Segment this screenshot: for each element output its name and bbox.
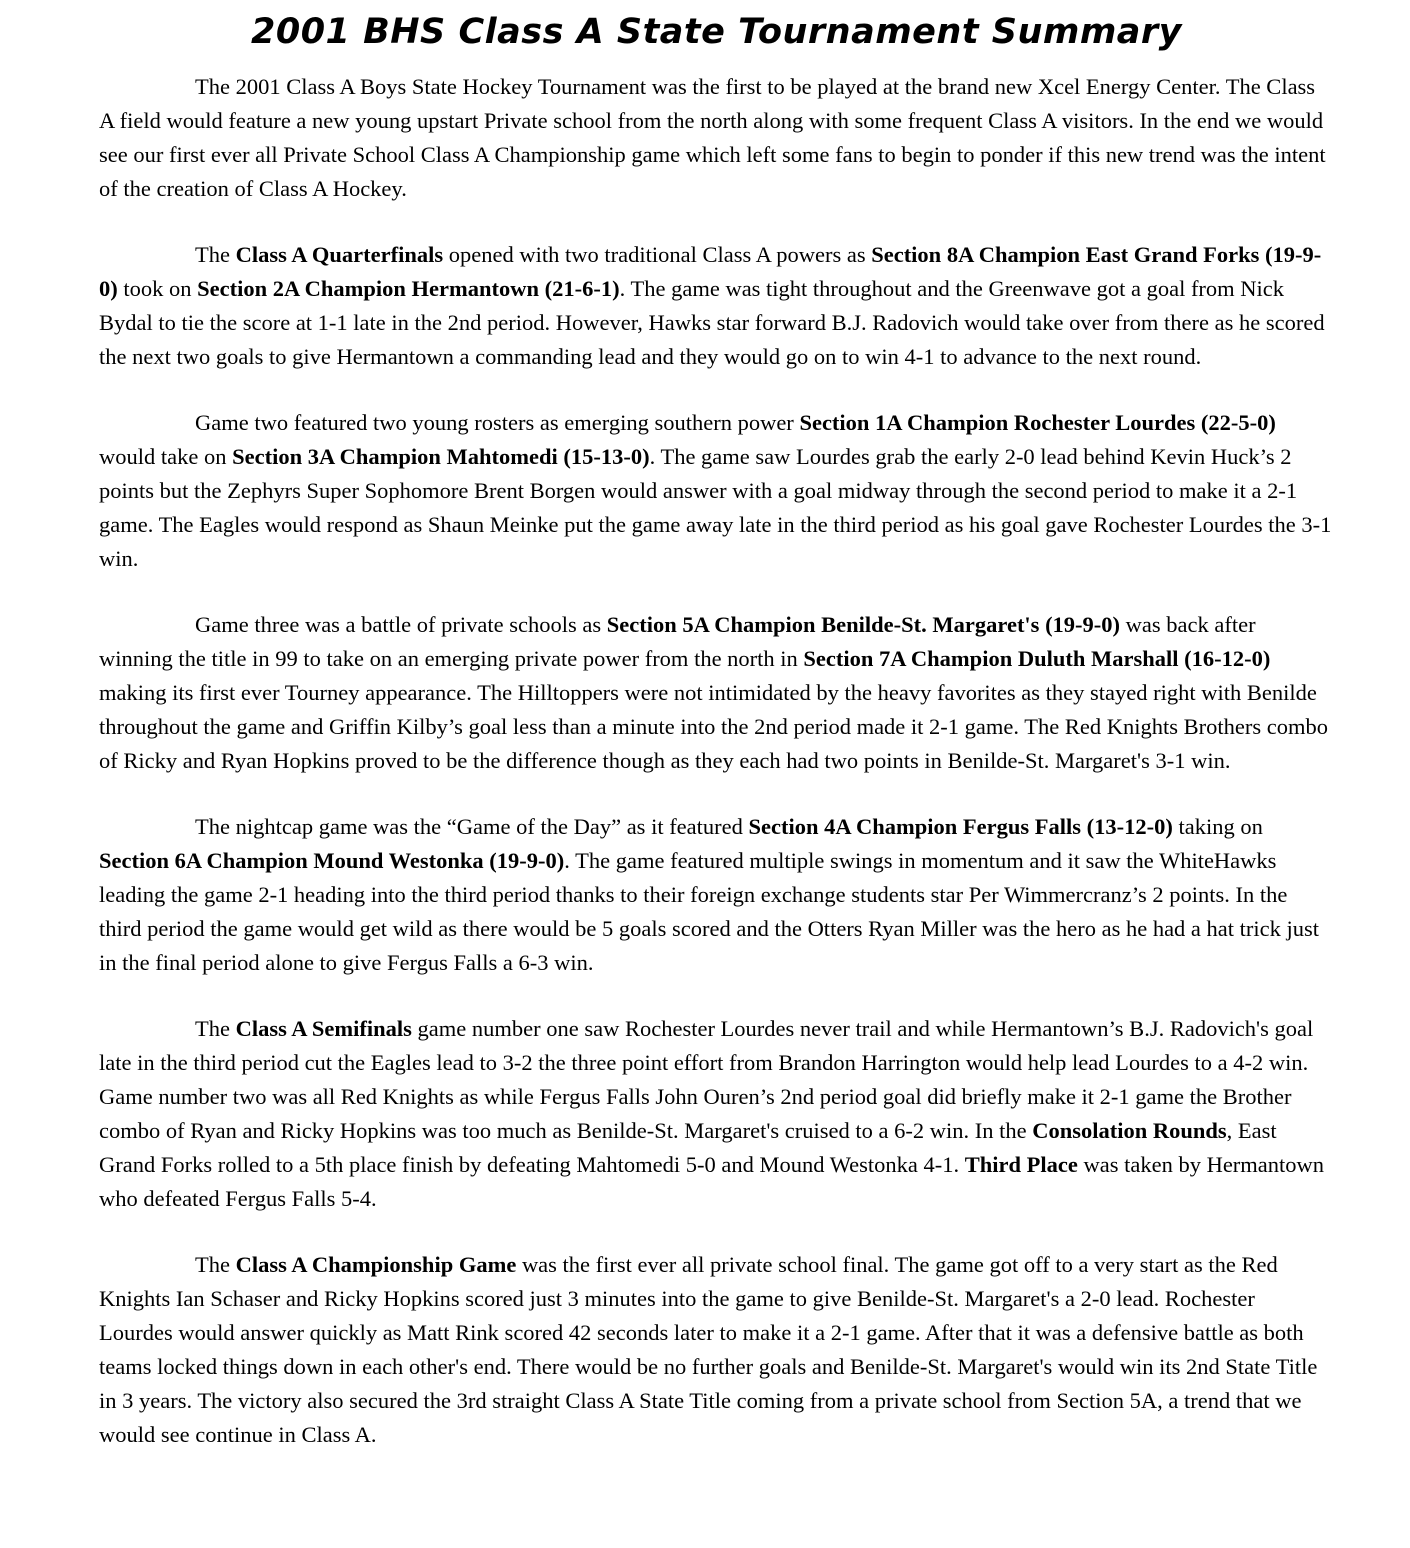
text-run: game number one saw Rochester Lourdes never trail and while Hermantown’s B.J. Radovich's goal late in the third period cut the Eagles lead to 3-2 the three point effort from Brandon Harrington would help lead Lourdes to a 4-2 win. Game number two was all Red Knights as while Fergus Falls John Ouren’s 2nd period goal did briefly make it 2-1 game the Brother combo of Ryan and Ricky Hopkins was too much as Benilde-St. Margaret's cruised to a 6-2 win. In the [99,1016,1314,1143]
bold-text-run: Consolation Rounds [1032,1118,1227,1143]
text-run: . The game featured multiple swings in momentum and it saw the WhiteHawks leading the game 2-1 heading into the third period thanks to their foreign exchange students star Per Wimmercranz’s 2 points. In the third period the game would get wild as there would be 5 goals scored and the Otters Ryan Miller was the hero as he had a hat trick just in the final period alone to give Fergus Falls a 6-3 win. [99,848,1320,975]
text-run: The 2001 Class A Boys State Hockey Tournament was the first to be played at the brand new Xcel Energy Center. The Class A field would feature a new young upstart Private school from the north along with some frequent Class A visitors. In the end we would see our first ever all Private School Class A Championship game which left some fans to begin to ponder if this new trend was the intent of the creation of Class A Hockey. [99,74,1326,201]
text-run: was back after winning the title in 99 to take on an emerging private power from the north in [99,612,1256,671]
bold-text-run: Section 3A Champion Mahtomedi (15-13-0) [232,444,650,469]
bold-text-run: Section 4A Champion Fergus Falls (13-12-0) [748,814,1173,839]
bold-text-run: Class A Quarterfinals [235,242,444,267]
bold-text-run: Class A Semifinals [235,1016,412,1041]
bold-text-run: Section 7A Champion Duluth Marshall (16-12-0) [803,646,1271,671]
text-run: . The game saw Lourdes grab the early 2-0 lead behind Kevin Huck’s 2 points but the Zephyrs Super Sophomore Brent Borgen would answer with a goal midway through the second period to make it a 2-1 game. The Eagles would respond as Shaun Meinke put the game away late in the third period as his goal gave Rochester Lourdes the 3-1 win. [99,444,1332,571]
text-run: was the first ever all private school final. The game got off to a very start as the Red Knights Ian Schaser and Ricky Hopkins scored just 3 minutes into the game to give Benilde-St. Margaret's a 2-0 lead. Rochester Lourdes would answer quickly as Matt Rink scored 42 seconds later to make it a 2-1 game. After that it was a defensive battle as both teams locked things down in each other's end. There would be no further goals and Benilde-St. Margaret's would win its 2nd State Title in 3 years. The victory also secured the 3rd straight Class A State Title coming from a private school from Section 5A, a trend that we would see continue in Class A. [99,1252,1318,1447]
text-run: . The game was tight throughout and the Greenwave got a goal from Nick Bydal to tie the score at 1-1 late in the 2nd period. However, Hawks star forward B.J. Radovich would take over from there as he scored the next two goals to give Hermantown a commanding lead and they would go on to win 4-1 to advance to the next round. [99,276,1325,369]
paragraph [99,810,1334,980]
text-run: , East Grand Forks rolled to a 5th place finish by defeating Mahtomedi 5-0 and Mound Westonka 4-1. [99,1118,1277,1177]
paragraph [99,238,1334,374]
text-run: took on [117,276,198,301]
text-run: The nightcap game was the “Game of the Day” as it featured [195,814,749,839]
text-run: making its first ever Tourney appearance. The Hilltoppers were not intimidated by the heavy favorites as they stayed right with Benilde throughout the game and Griffin Kilby’s goal less than a minute into the 2nd period made it 2-1 game. The Red Knights Brothers combo of Ricky and Ryan Hopkins proved to be the difference though as they each had two points in Benilde-St. Margaret's 3-1 win. [99,680,1328,773]
paragraph [99,608,1334,778]
bold-text-run: Class A Championship Game [235,1252,517,1277]
text-run: The [195,1016,236,1041]
text-run: Game three was a battle of private schools as [195,612,607,637]
paragraph [99,1012,1334,1216]
bold-text-run: Third Place [964,1152,1078,1177]
bold-text-run: Section 8A Champion East Grand Forks (19-9-0) [99,242,1322,301]
bold-text-run: Section 6A Champion Mound Westonka (19-9-0) [99,848,565,873]
document-body [99,70,1334,1452]
bold-text-run: Section 1A Champion Rochester Lourdes (22-5-0) [799,410,1276,435]
text-run: was taken by Hermantown who defeated Fergus Falls 5-4. [99,1152,1325,1211]
text-run: opened with two traditional Class A powers as [443,242,872,267]
text-run: The [195,242,236,267]
page-title: 2001 BHS Class A State Tournament Summary [250,12,1182,52]
paragraph [99,1248,1334,1452]
bold-text-run: Section 5A Champion Benilde-St. Margaret's (19-9-0) [606,612,1121,637]
text-run: taking on [1172,814,1263,839]
text-run: would take on [99,444,233,469]
text-run: The [195,1252,236,1277]
bold-text-run: Section 2A Champion Hermantown (21-6-1) [197,276,620,301]
paragraph [99,70,1334,206]
paragraph [99,406,1334,576]
text-run: Game two featured two young rosters as emerging southern power [195,410,800,435]
